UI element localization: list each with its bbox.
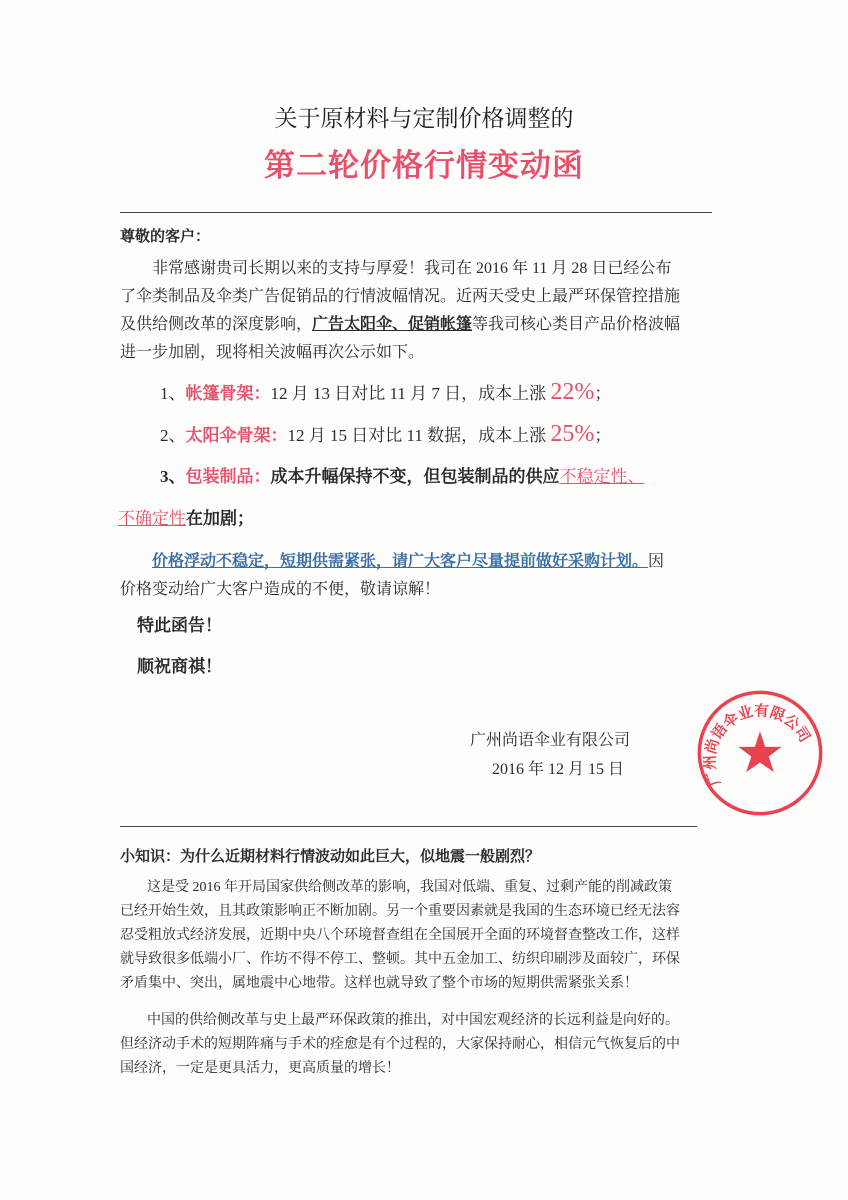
greeting: 尊敬的客户： bbox=[120, 229, 211, 245]
highlight: 不确定性 bbox=[118, 509, 186, 528]
divider bbox=[120, 212, 712, 213]
knowledge-heading: 小知识：为什么近期材料行情波动如此巨大，似地震一般剧烈？ bbox=[120, 849, 541, 865]
text: 等我司核心类目产品价格波幅 bbox=[472, 316, 681, 333]
text: 因 bbox=[648, 553, 665, 570]
item-end: ； bbox=[594, 426, 612, 445]
item-end: ； bbox=[594, 384, 612, 403]
intro-line: 非常感谢贵司长期以来的支持与厚爱！我司在 2016 年 11 月 28 日已经公布 bbox=[152, 260, 672, 277]
item-value: 不稳定性、 bbox=[559, 467, 645, 486]
intro-line: 了伞类制品及伞类广告促销品的行情波幅情况。近两天受史上最严环保管控措施 bbox=[120, 288, 681, 305]
item-number: 3、 bbox=[160, 467, 186, 486]
knowledge-line: 矛盾集中、突出，属地震中心地带。这样也就导致了整个市场的短期供需紧张关系！ bbox=[120, 976, 638, 991]
item-value: 25% bbox=[550, 421, 595, 447]
knowledge-line: 中国的供给侧改革与史上最严环保政策的推出，对中国宏观经济的长远利益是向好的。 bbox=[147, 1013, 679, 1028]
document-title: 关于原材料与定制价格调整的 bbox=[274, 106, 574, 131]
company-name: 广州尚语伞业有限公司 bbox=[470, 732, 631, 749]
knowledge-line: 已经开始生效，且其政策影响正不断加剧。另一个重要因素就是我国的生态环境已经无法容 bbox=[120, 904, 680, 919]
document-subtitle: 第二轮价格行情变动函 bbox=[264, 148, 584, 183]
notice-line bbox=[152, 552, 664, 573]
signature-date: 2016 年 12 月 15 日 bbox=[492, 761, 625, 778]
text: 及供给侧改革的深度影响， bbox=[120, 316, 313, 333]
item-number: 2、 bbox=[160, 426, 186, 445]
closing-1: 特此函告！ bbox=[137, 616, 222, 635]
notice-highlight: 价格浮动不稳定，短期供需紧张，请广大客户尽量提前做好采购计划。 bbox=[152, 553, 649, 570]
knowledge-line: 但经济动手术的短期阵痛与手术的痊愈是有个过程的，大家保持耐心，相信元气恢复后的中 bbox=[120, 1037, 680, 1052]
closing-2: 顺祝商祺！ bbox=[137, 657, 222, 676]
knowledge-line: 忍受粗放式经济发展，近期中央八个环境督查组在全国展开全面的环境督查整改工作，这样 bbox=[120, 928, 680, 943]
seal-star-icon bbox=[738, 731, 781, 772]
text: 在加剧； bbox=[186, 509, 254, 528]
intro-line bbox=[120, 315, 680, 336]
item-label: 帐篷骨架： bbox=[185, 384, 271, 403]
knowledge-line: 国经济，一定是更具活力，更高质量的增长！ bbox=[120, 1061, 400, 1076]
intro-line: 进一步加剧，现将相关波幅再次公示如下。 bbox=[120, 344, 425, 361]
item-label: 太阳伞骨架： bbox=[185, 426, 288, 445]
divider bbox=[120, 826, 697, 827]
item-1 bbox=[160, 380, 611, 405]
item-3 bbox=[160, 466, 645, 488]
knowledge-line: 就导致很多低端小厂、作坊不得不停工、整顿。其中五金加工、纺织印刷涉及面较广，环保 bbox=[120, 952, 680, 967]
highlight-products: 广告太阳伞、促销帐篷 bbox=[312, 316, 473, 333]
notice-line: 价格变动给广大客户造成的不便，敬请谅解！ bbox=[120, 581, 441, 598]
item-3-continued bbox=[118, 508, 254, 530]
item-label: 包装制品： bbox=[185, 467, 271, 486]
item-text: 成本升幅保持不变，但包装制品的供应 bbox=[270, 467, 560, 486]
item-number: 1、 bbox=[160, 384, 186, 403]
item-value: 22% bbox=[550, 379, 595, 405]
item-text: 12 月 15 日对比 11 数据，成本上涨 bbox=[287, 426, 551, 445]
seal-text: 广州尚语伞业有限公司 bbox=[701, 702, 814, 789]
knowledge-line: 这是受 2016 年开局国家供给侧改革的影响，我国对低端、重复、过剩产能的削减政策 bbox=[147, 880, 672, 895]
item-text: 12 月 13 日对比 11 月 7 日，成本上涨 bbox=[270, 384, 551, 403]
item-2 bbox=[160, 422, 611, 447]
company-seal bbox=[690, 688, 830, 818]
